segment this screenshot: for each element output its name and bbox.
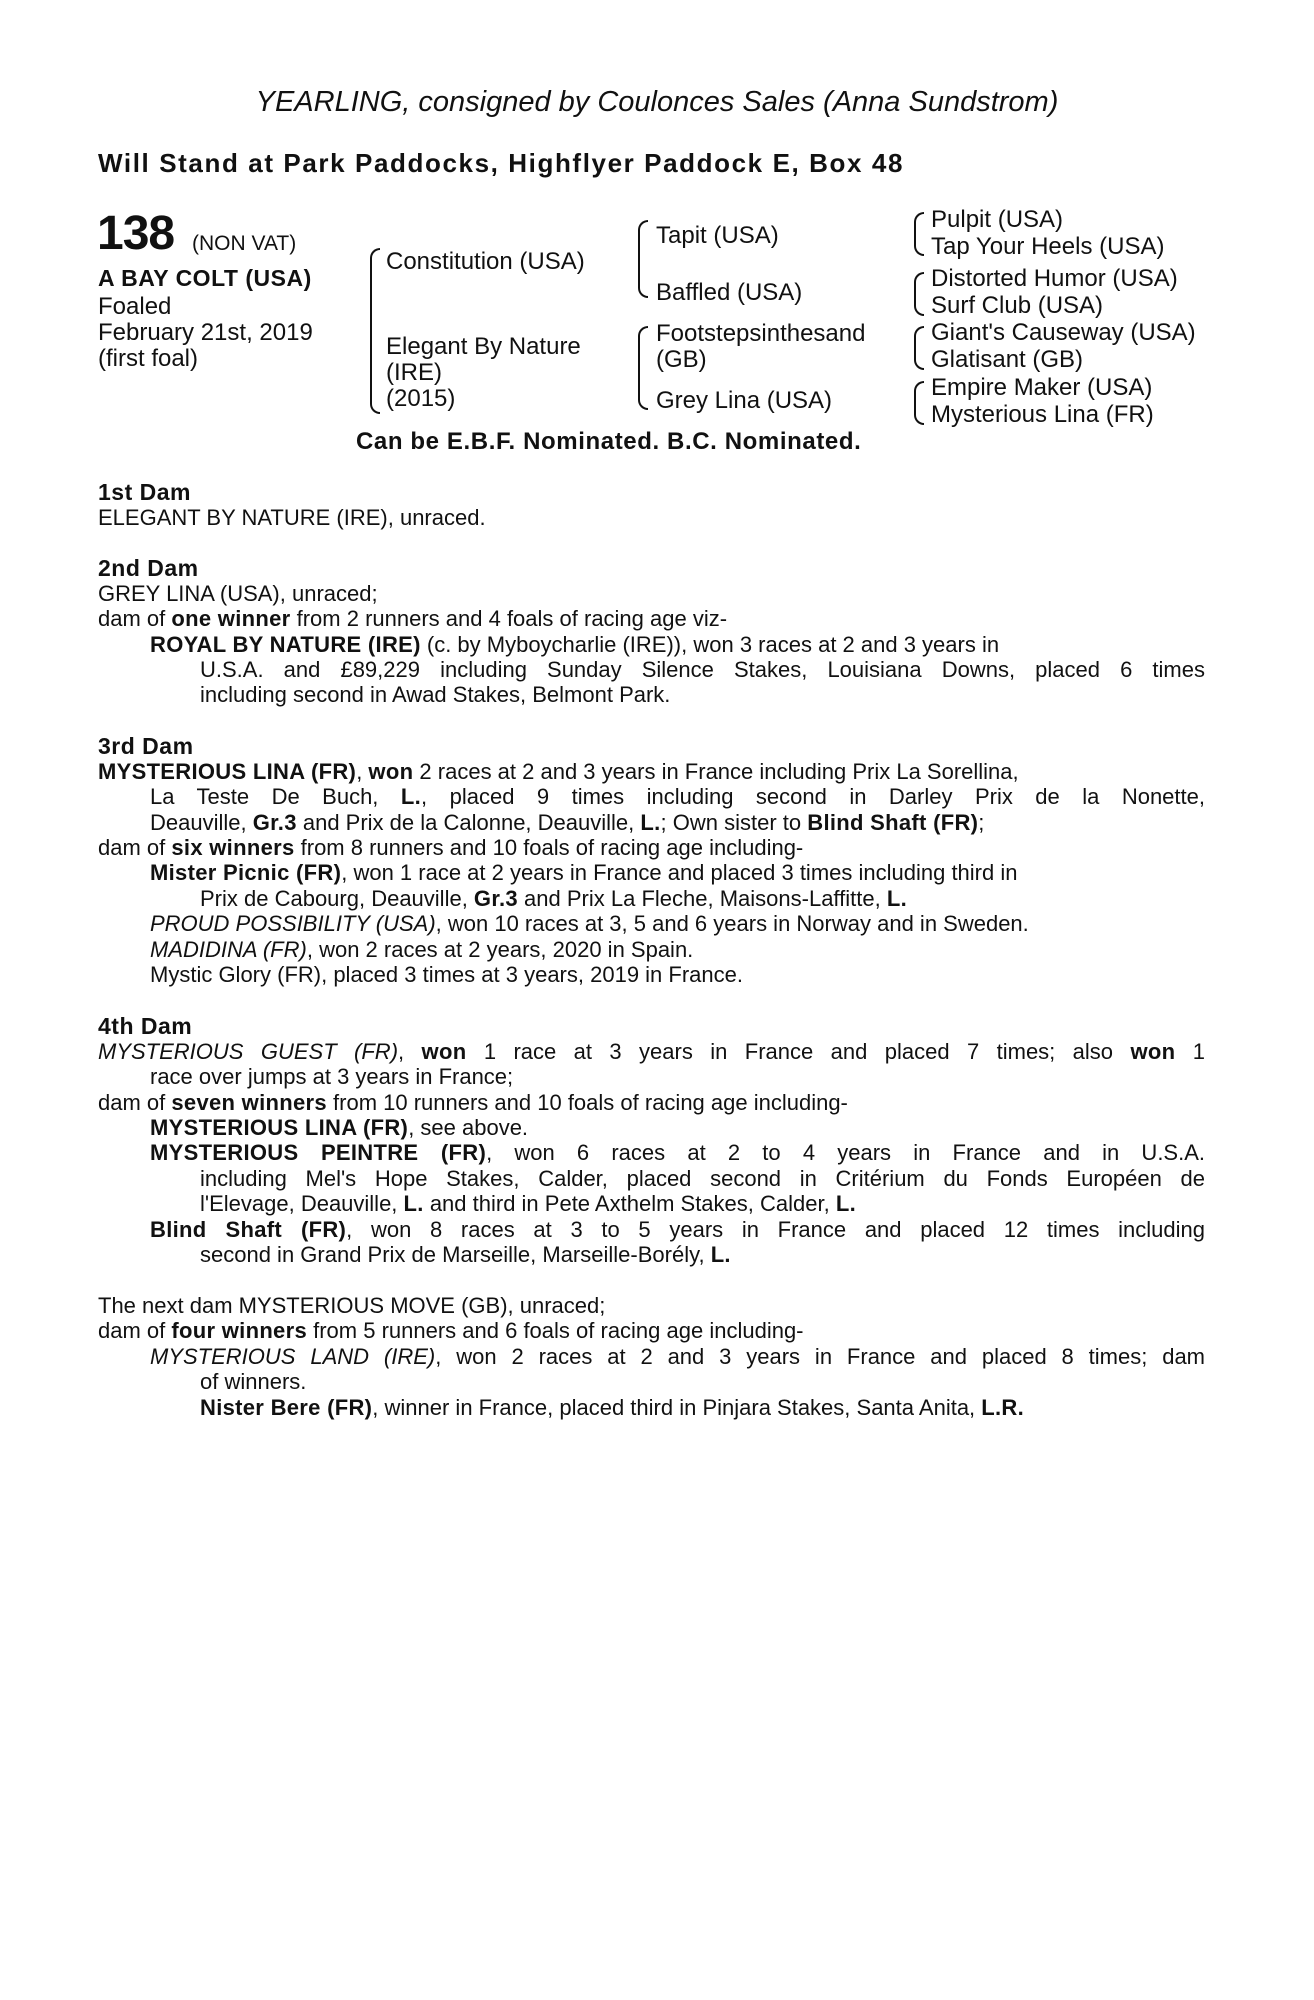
ancestor-6: Glatisant (GB) (931, 346, 1084, 373)
third-dam-progeny-4: Mystic Glory (FR), placed 3 times at 3 years, 2019 in France. (150, 962, 743, 987)
ancestor-3: Distorted Humor (USA) (931, 265, 1178, 292)
foal-note: (first foal) (98, 345, 199, 372)
foaled-label: Foaled (98, 293, 172, 320)
third-dam-progeny-1: Mister Picnic (FR), won 1 race at 2 years in France and placed 3 times including third in (150, 860, 1018, 885)
foaled-date: February 21st, 2019 (98, 319, 313, 346)
first-dam-title: 1st Dam (98, 479, 191, 505)
third-dam-progeny-1-cont: Prix de Cabourg, Deauville, Gr.3 and Prix La Fleche, Maisons-Laffitte, L. (200, 886, 907, 911)
lot-title: A BAY COLT (USA) (98, 265, 312, 291)
fourth-dam-progeny-3-cont: second in Grand Prix de Marseille, Marseille-Borély, L. (200, 1242, 731, 1267)
pedigree-brace-1 (370, 248, 380, 414)
third-dam-title: 3rd Dam (98, 733, 194, 759)
second-dam-title: 2nd Dam (98, 555, 199, 581)
third-dam-line-3: Deauville, Gr.3 and Prix de la Calonne, Deauville, L.; Own sister to Blind Shaft (FR); (150, 810, 985, 835)
next-dam-produce: dam of four winners from 5 runners and 6 foals of racing age including- (98, 1318, 804, 1343)
dam-origin: (IRE) (386, 359, 442, 386)
third-dam-produce: dam of six winners from 8 runners and 10 foals of racing age including- (98, 835, 804, 860)
nominations: Can be E.B.F. Nominated. B.C. Nominated. (356, 428, 862, 455)
dam-sire-name: Footstepsinthesand (656, 320, 866, 347)
dam-name: Elegant By Nature (386, 333, 581, 360)
ancestor-4: Surf Club (USA) (931, 292, 1104, 319)
ancestor-8: Mysterious Lina (FR) (931, 401, 1154, 428)
third-dam-progeny-3: MADIDINA (FR), won 2 races at 2 years, 2020 in Spain. (150, 937, 694, 962)
second-dam-line: GREY LINA (USA), unraced; (98, 581, 378, 606)
stand-location: Will Stand at Park Paddocks, Highflyer Paddock E, Box 48 (98, 148, 905, 178)
lot-number: 138 (97, 207, 175, 260)
fourth-dam-line-1: MYSTERIOUS GUEST (FR), won 1 race at 3 years in France and placed 7 times; also won 1 (98, 1039, 1205, 1064)
third-dam-line-2: La Teste De Buch, L., placed 9 times including second in Darley Prix de la Nonette, (150, 784, 1205, 809)
ancestor-5: Giant's Causeway (USA) (931, 319, 1196, 346)
pedigree-brace-3a (914, 212, 924, 256)
third-dam-line-1: MYSTERIOUS LINA (FR), won 2 races at 2 and 3 years in France including Prix La Sorellina, (98, 759, 1019, 784)
pedigree-brace-3b (914, 272, 924, 316)
ancestor-7: Empire Maker (USA) (931, 374, 1153, 401)
next-dam-progeny-1: MYSTERIOUS LAND (IRE), won 2 races at 2 and 3 years in France and placed 8 times; dam (150, 1344, 1206, 1369)
sire: Constitution (USA) (386, 248, 585, 275)
second-dam-progeny-1: ROYAL BY NATURE (IRE) (c. by Myboycharlie (IRE)), won 3 races at 2 and 3 years in (150, 632, 1000, 657)
fourth-dam-progeny-2-cont2: l'Elevage, Deauville, L. and third in Pete Axthelm Stakes, Calder, L. (200, 1191, 856, 1216)
vat-status: (NON VAT) (192, 232, 297, 255)
fourth-dam-progeny-3: Blind Shaft (FR), won 8 races at 3 to 5 years in France and placed 12 times including (150, 1217, 1205, 1242)
third-dam-progeny-2: PROUD POSSIBILITY (USA), won 10 races at 3, 5 and 6 years in Norway and in Sweden. (150, 911, 1029, 936)
next-dam-progeny-1-cont: of winners. (200, 1369, 307, 1394)
pedigree-brace-3c (914, 326, 924, 370)
fourth-dam-line-2: race over jumps at 3 years in France; (150, 1064, 514, 1089)
consignor-line: YEARLING, consigned by Coulonces Sales (Anna Sundstrom) (255, 86, 1059, 118)
dam-year: (2015) (386, 385, 456, 412)
sire-dam: Baffled (USA) (656, 279, 803, 306)
ancestor-2: Tap Your Heels (USA) (931, 233, 1165, 260)
fourth-dam-title: 4th Dam (98, 1013, 193, 1039)
second-dam-progeny-1-cont: U.S.A. and £89,229 including Sunday Silence Stakes, Louisiana Downs, placed 6 times (200, 657, 1205, 682)
sire-sire: Tapit (USA) (656, 222, 779, 249)
ancestor-1: Pulpit (USA) (931, 206, 1064, 233)
pedigree-brace-2b (638, 326, 648, 410)
pedigree-brace-2a (638, 220, 648, 298)
dam-dam: Grey Lina (USA) (656, 387, 833, 414)
next-dam-line: The next dam MYSTERIOUS MOVE (GB), unraced; (98, 1293, 606, 1318)
second-dam-produce: dam of one winner from 2 runners and 4 foals of racing age viz- (98, 606, 728, 631)
fourth-dam-produce: dam of seven winners from 10 runners and 10 foals of racing age including- (98, 1090, 848, 1115)
fourth-dam-progeny-2: MYSTERIOUS PEINTRE (FR), won 6 races at 2 to 4 years in France and in U.S.A. (150, 1140, 1206, 1165)
pedigree-brace-3d (914, 381, 924, 425)
first-dam-text: ELEGANT BY NATURE (IRE), unraced. (98, 505, 486, 530)
fourth-dam-progeny-2-cont: including Mel's Hope Stakes, Calder, placed second in Critérium du Fonds Européen de (200, 1166, 1205, 1191)
dam-sire-origin: (GB) (656, 346, 707, 373)
fourth-dam-progeny-1: MYSTERIOUS LINA (FR), see above. (150, 1115, 529, 1140)
second-dam-progeny-1-cont2: including second in Awad Stakes, Belmont Park. (200, 682, 671, 707)
next-dam-progeny-2: Nister Bere (FR), winner in France, placed third in Pinjara Stakes, Santa Anita, L.R. (200, 1395, 1025, 1420)
